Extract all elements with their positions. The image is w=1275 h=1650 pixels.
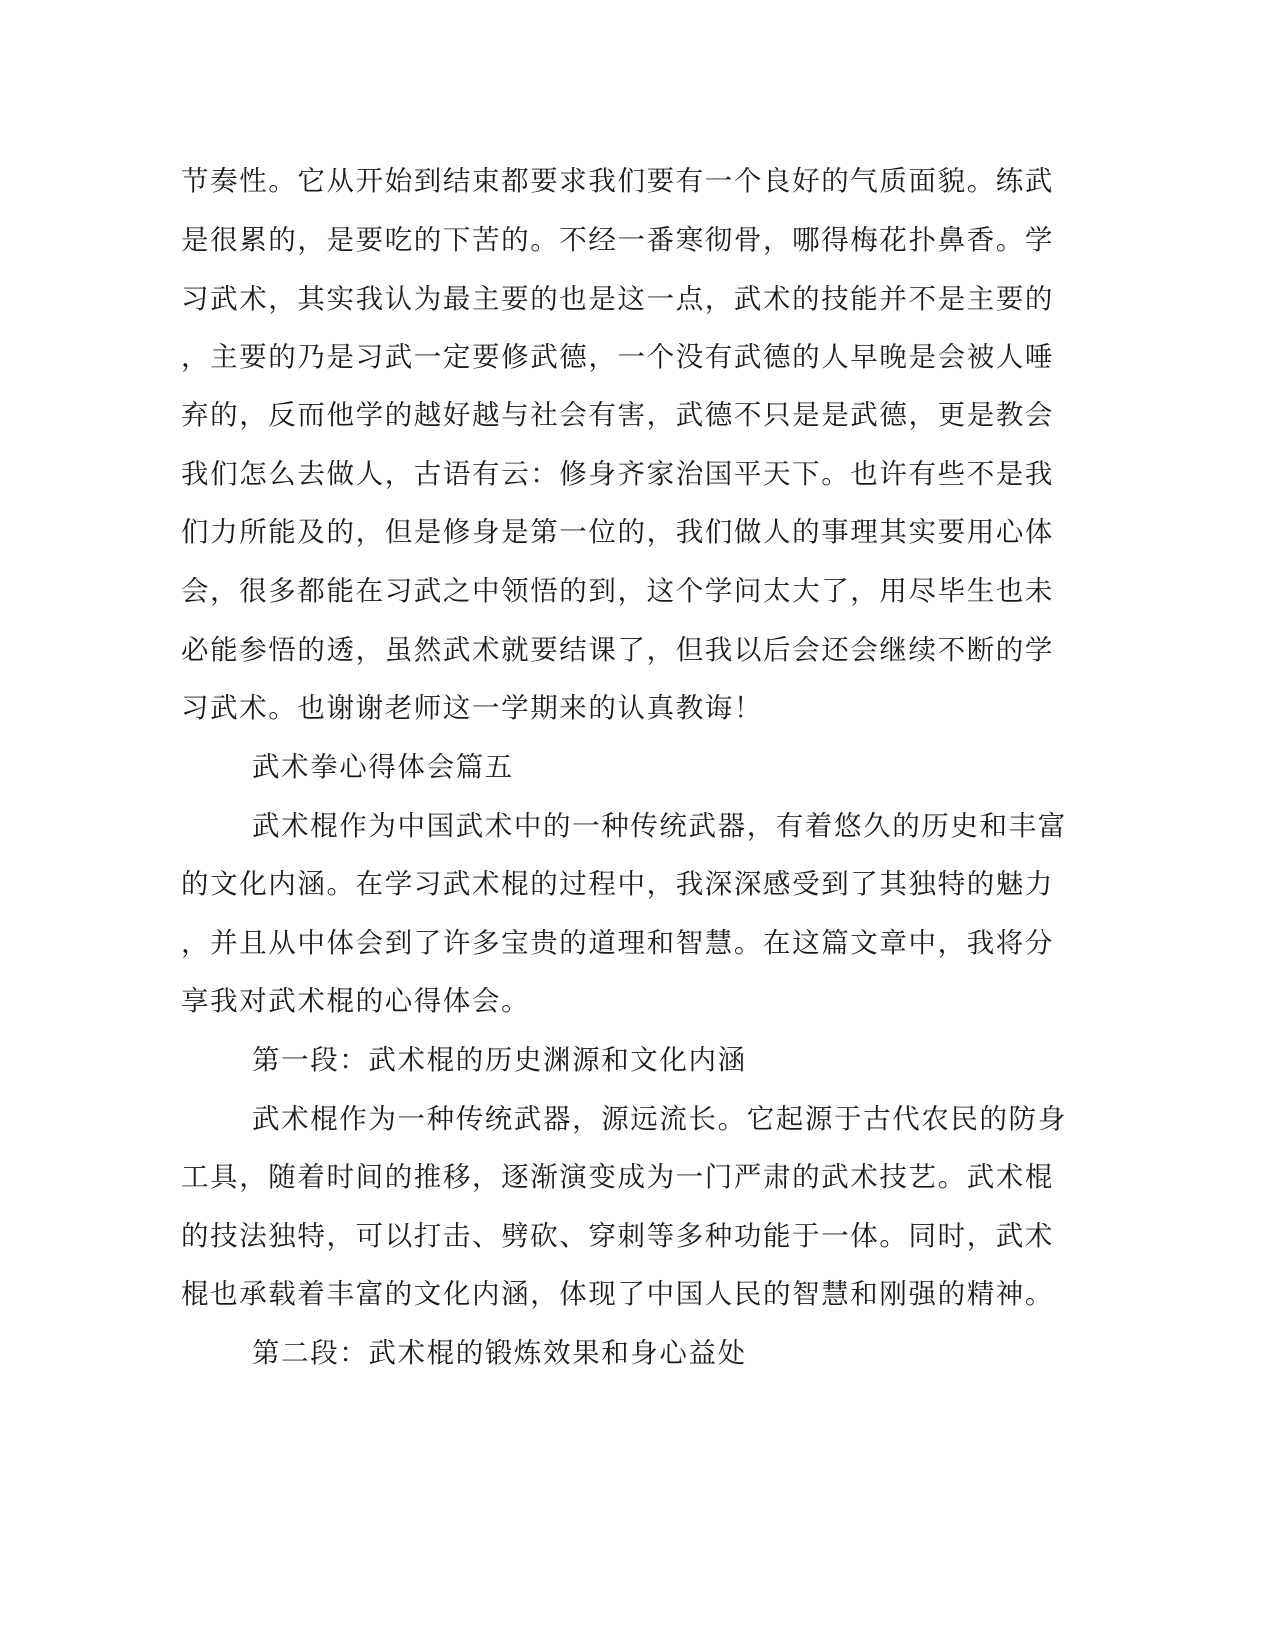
body-text-line: 节奏性。它从开始到结束都要求我们要有一个良好的气质面貌。练武 bbox=[181, 165, 1054, 197]
paragraph-heading: 第二段：武术棍的锻炼效果和身心益处 bbox=[252, 1337, 747, 1369]
body-text-line: 武术棍作为一种传统武器，源远流长。它起源于古代农民的防身 bbox=[252, 1103, 1067, 1135]
body-text-line: 习武术，其实我认为最主要的也是这一点，武术的技能并不是主要的 bbox=[181, 283, 1054, 315]
body-text-line: 享我对武术棍的心得体会。 bbox=[181, 985, 531, 1017]
body-text-line: 的技法独特，可以打击、劈砍、穿刺等多种功能于一体。同时，武术 bbox=[181, 1220, 1054, 1252]
body-text-line: ，主要的乃是习武一定要修武德，一个没有武德的人早晚是会被人唾 bbox=[181, 341, 1054, 373]
body-text-line: ，并且从中体会到了许多宝贵的道理和智慧。在这篇文章中，我将分 bbox=[181, 927, 1054, 959]
body-text-line: 会，很多都能在习武之中领悟的到，这个学问太大了，用尽毕生也未 bbox=[181, 575, 1054, 607]
body-text-line: 棍也承载着丰富的文化内涵，体现了中国人民的智慧和刚强的精神。 bbox=[181, 1278, 1054, 1310]
body-text-line: 们力所能及的，但是修身是第一位的，我们做人的事理其实要用心体 bbox=[181, 516, 1054, 548]
body-text-line: 武术棍作为中国武术中的一种传统武器，有着悠久的历史和丰富 bbox=[252, 810, 1067, 842]
body-text-line: 弃的，反而他学的越好越与社会有害，武德不只是是武德，更是教会 bbox=[181, 399, 1054, 431]
body-text-line: 的文化内涵。在学习武术棍的过程中，我深深感受到了其独特的魅力 bbox=[181, 868, 1054, 900]
body-text-line: 是很累的，是要吃的下苦的。不经一番寒彻骨，哪得梅花扑鼻香。学 bbox=[181, 224, 1054, 256]
body-text-line: 我们怎么去做人，古语有云：修身齐家治国平天下。也许有些不是我 bbox=[181, 458, 1054, 490]
paragraph-heading: 第一段：武术棍的历史渊源和文化内涵 bbox=[252, 1044, 747, 1076]
body-text-line: 习武术。也谢谢老师这一学期来的认真教诲！ bbox=[181, 692, 763, 724]
body-text-line: 工具，随着时间的推移，逐渐演变成为一门严肃的武术技艺。武术棍 bbox=[181, 1161, 1054, 1193]
section-heading: 武术拳心得体会篇五 bbox=[252, 751, 514, 783]
body-text-line: 必能参悟的透，虽然武术就要结课了，但我以后会还会继续不断的学 bbox=[181, 634, 1054, 666]
